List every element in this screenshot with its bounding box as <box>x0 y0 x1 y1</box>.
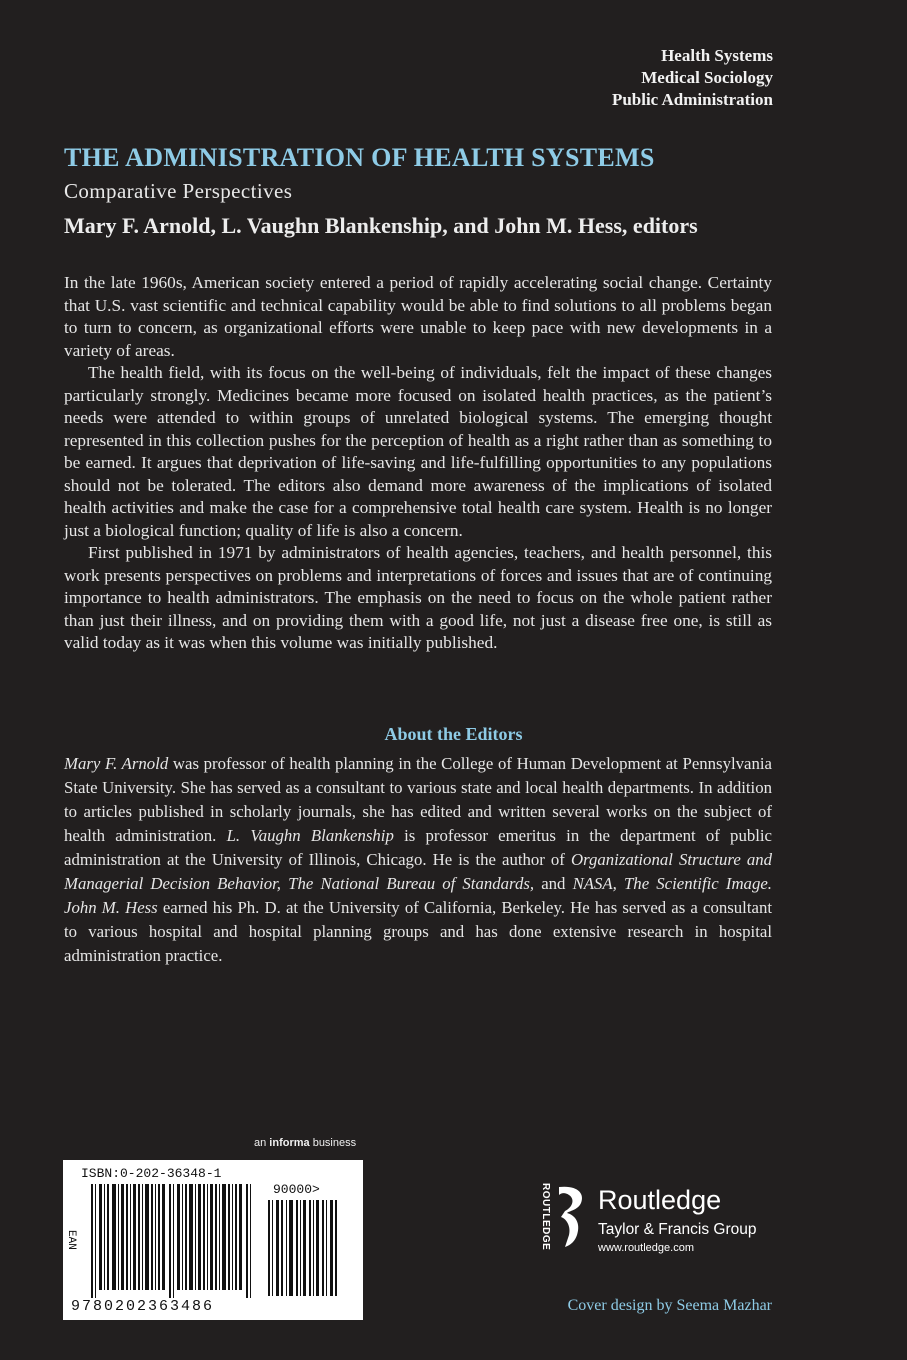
book-title: THE ADMINISTRATION OF HEALTH SYSTEMS <box>64 143 655 172</box>
subject-medical-sociology: Medical Sociology <box>641 68 773 87</box>
barcode-icon <box>91 1184 261 1298</box>
informa-brand: informa <box>269 1137 310 1149</box>
about-editors-heading: About the Editors <box>384 724 523 744</box>
publisher-group: Taylor & Francis Group <box>598 1221 757 1238</box>
subject-health-systems: Health Systems <box>661 46 773 65</box>
price-barcode-icon <box>268 1200 338 1296</box>
publisher-vertical-wordmark: ROUTLEDGE <box>540 1183 551 1251</box>
book-editors: Mary F. Arnold, L. Vaughn Blankenship, and John M. Hess, editors <box>64 213 698 238</box>
barcode-panel <box>63 1160 363 1320</box>
ean-label: EAN <box>65 1230 77 1250</box>
subject-public-administration: Public Administration <box>611 90 773 109</box>
blurb-paragraph-1: In the late 1960s, American society entered a period of rapidly accelerating social change. Certainty that U.S. vast scientific and technical capability would be able to find solutions to all problems began to turn to concern, as organizational efforts were unable to keep pace with new developments in a variety of areas. <box>64 273 772 360</box>
about-text-3: and <box>534 874 573 893</box>
routledge-r-icon <box>555 1183 589 1249</box>
blurb-paragraph-2: The health field, with its focus on the well-being of individuals, felt the impact of these changes particularly strongly. Medicines became more focused on isolated health practices, as the patient’s needs were attended to within groups of unrelated biological systems. The emerging thought represented in this collection pushes for the perception of health as a right rather than as something to be earned. It argues that deprivation of life-saving and life-fulfilling opportunities to any populations should not be tolerated. The editors also demand more awareness of the implications of isolated health activities and make the case for a comprehensive total health care system. Health is no longer just a biological function; quality of life is also a concern. <box>64 363 772 540</box>
publisher-url: www.routledge.com <box>598 1242 694 1254</box>
publisher-name: Routledge <box>598 1185 722 1215</box>
about-text-5: earned his Ph. D. at the University of California, Berkeley. He has served as a consultant to various hospital and hospital planning groups and has done extensive research in hospital administration practice. <box>64 898 772 965</box>
subject-categories <box>612 45 773 111</box>
book-title-1: Organizational Structure and Managerial Decision Behavior, The National Bureau of Standards, <box>64 850 772 893</box>
publisher-logo <box>537 1183 787 1263</box>
about-text-1: was professor of health planning in the College of Human Development at Pennsylvania State University. She has served as a consultant to various state and local health departments. In addition to articles published in scholarly journals, she has edited and written several works on the subject of health administration. <box>64 754 772 845</box>
informa-business-label: an informa business <box>254 1137 357 1149</box>
book-subtitle: Comparative Perspectives <box>64 179 293 203</box>
book-title-2: NASA, The Scientific Image. <box>572 874 772 893</box>
blurb <box>64 272 772 655</box>
cover-design-credit: Cover design by Seema Mazhar <box>567 1297 772 1314</box>
price-code: 90000> <box>273 1182 320 1197</box>
isbn-digits: 9780202363486 <box>71 1298 215 1315</box>
editor-name-hess: John M. Hess <box>64 898 158 917</box>
editor-name-arnold: Mary F. Arnold <box>64 754 169 773</box>
blurb-paragraph-3: First published in 1971 by administrators of health agencies, teachers, and health personnel, this work presents perspectives on problems and interpretations of forces and issues that are of continuing importance to health administrators. The emphasis on the need to focus on the whole patient rather than just their illness, and on providing them with a good life, not just a disease free one, is still as valid today as it was when this volume was initially published. <box>64 543 772 652</box>
editor-name-blankenship: L. Vaughn Blankenship <box>226 826 394 845</box>
isbn-label: ISBN:0-202-36348-1 <box>81 1166 222 1181</box>
about-editors-text <box>64 752 772 968</box>
about-text-2: is professor emeritus in the department of public administration at the University of Illinois, Chicago. He is the author of <box>64 826 772 869</box>
